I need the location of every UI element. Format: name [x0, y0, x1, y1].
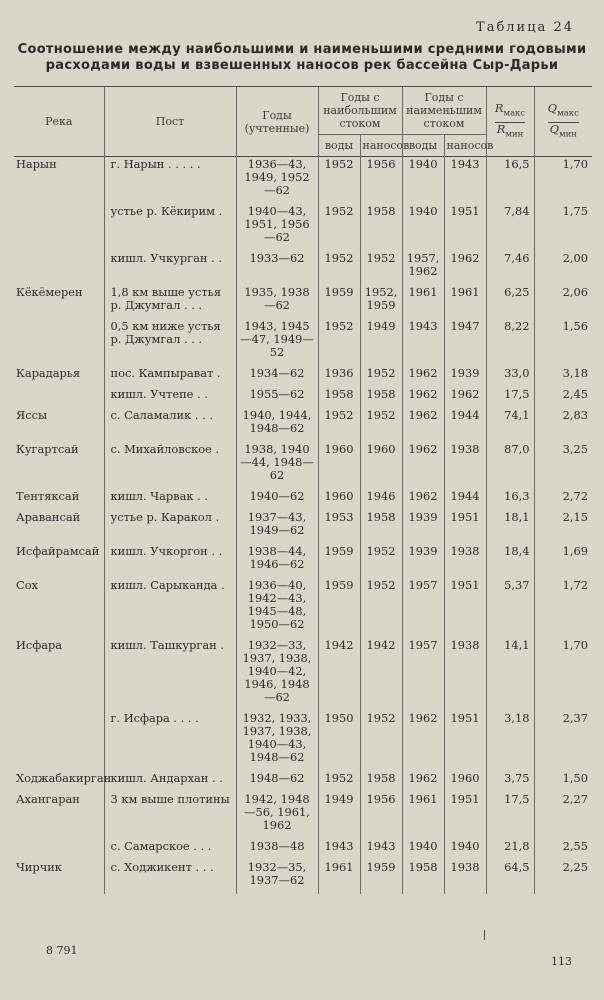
- cell-max-w: 1952: [318, 251, 360, 285]
- cell-min-w: 1962: [402, 442, 444, 489]
- cell-river: Ходжабакирган: [16, 771, 112, 785]
- cell-r: 18,4: [486, 544, 534, 578]
- cell-min-w: 1961: [402, 285, 444, 319]
- cell-min-s: 1951: [444, 510, 486, 544]
- cell-q: 2,25: [534, 860, 592, 894]
- cell-min-w: 1962: [402, 408, 444, 442]
- cell-max-w: 1952: [318, 319, 360, 366]
- cell-min-w: 1957: [402, 638, 444, 711]
- cell-max-s: 1952: [360, 251, 402, 285]
- cell-post: 1,8 км выше устья р. Джумгал . . .: [104, 285, 236, 319]
- cell-max-w: 1959: [318, 578, 360, 638]
- cell-min-s: 1947: [444, 319, 486, 366]
- cell-max-s: 1958: [360, 204, 402, 251]
- cell-max-w: 1949: [318, 792, 360, 839]
- cell-q: 1,56: [534, 319, 592, 366]
- cell-river: [14, 204, 104, 251]
- cell-r: 16,3: [486, 489, 534, 510]
- title-line-2: расходами воды и взвешенных наносов рек бассейна Сыр-Дарьи: [45, 58, 559, 73]
- cell-min-w: 1957, 1962: [402, 251, 444, 285]
- cell-river: Ахангаран: [16, 792, 80, 806]
- cell-min-w: 1962: [402, 771, 444, 792]
- table-row: [14, 204, 592, 251]
- cell-post: устье р. Каракол .: [104, 510, 236, 544]
- table-row: [14, 157, 592, 205]
- cell-q: 1,69: [534, 544, 592, 578]
- cell-post: кишл. Чарвак . .: [104, 489, 236, 510]
- cell-q: 1,70: [534, 638, 592, 711]
- cell-max-s: 1952: [360, 544, 402, 578]
- cell-r: 64,5: [486, 860, 534, 894]
- cell-min-s: 1943: [444, 157, 486, 205]
- cell-river: Карадарья: [16, 366, 81, 380]
- table-row: [14, 860, 592, 894]
- cell-post: кишл. Сарыканда .: [104, 578, 236, 638]
- cell-min-w: 1940: [402, 204, 444, 251]
- cell-q: 1,75: [534, 204, 592, 251]
- table-row: [14, 489, 592, 510]
- cell-min-s: 1962: [444, 251, 486, 285]
- cell-min-w: 1962: [402, 387, 444, 408]
- cell-years: 1937—43, 1949—62: [236, 510, 318, 544]
- cell-max-w: 1942: [318, 638, 360, 711]
- cell-min-w: 1939: [402, 544, 444, 578]
- cell-q: 2,83: [534, 408, 592, 442]
- cell-min-s: 1938: [444, 638, 486, 711]
- cell-min-s: 1938: [444, 860, 486, 894]
- margin-mark: [484, 930, 485, 940]
- cell-max-s: 1942: [360, 638, 402, 711]
- header-min-water: воды: [402, 135, 444, 157]
- cell-years: 1936—43, 1949, 1952—62: [236, 157, 318, 205]
- table-row: [14, 638, 592, 711]
- cell-post: с. Саламалик . . .: [104, 408, 236, 442]
- cell-r: 18,1: [486, 510, 534, 544]
- cell-max-s: 1960: [360, 442, 402, 489]
- cell-max-w: 1959: [318, 544, 360, 578]
- data-table: [14, 86, 592, 894]
- cell-min-w: 1962: [402, 489, 444, 510]
- cell-q: 2,15: [534, 510, 592, 544]
- table-row: [14, 285, 592, 319]
- cell-q: 2,45: [534, 387, 592, 408]
- cell-r: 74,1: [486, 408, 534, 442]
- cell-min-s: 1938: [444, 442, 486, 489]
- cell-min-s: 1960: [444, 771, 486, 792]
- table-row: [14, 408, 592, 442]
- cell-max-s: 1952: [360, 711, 402, 771]
- header-max-years: Годы с наибольшим стоком: [318, 87, 402, 135]
- cell-post: кишл. Ташкурган .: [104, 638, 236, 711]
- cell-q: 2,00: [534, 251, 592, 285]
- cell-years: 1942, 1948—56, 1961, 1962: [236, 792, 318, 839]
- header-max-water: воды: [318, 135, 360, 157]
- cell-post: г. Нарын . . . . .: [104, 157, 236, 205]
- cell-max-w: 1952: [318, 157, 360, 205]
- header-river: Река: [14, 87, 104, 157]
- cell-r: 21,8: [486, 839, 534, 860]
- cell-years: 1935, 1938—62: [236, 285, 318, 319]
- table-row: [14, 319, 592, 366]
- cell-q: 1,70: [534, 157, 592, 205]
- cell-post: 0,5 км ниже устья р. Джумгал . . .: [104, 319, 236, 366]
- table-row: [14, 544, 592, 578]
- title-line-1: Соотношение между наибольшими и наименьшими средними годовыми: [17, 42, 587, 57]
- cell-min-s: 1944: [444, 408, 486, 442]
- cell-q: 1,50: [534, 771, 592, 792]
- cell-max-s: 1943: [360, 839, 402, 860]
- cell-max-w: 1952: [318, 408, 360, 442]
- table-row: [14, 442, 592, 489]
- cell-years: 1943, 1945—47, 1949—52: [236, 319, 318, 366]
- cell-min-w: 1957: [402, 578, 444, 638]
- table-row: [14, 387, 592, 408]
- cell-max-s: 1956: [360, 792, 402, 839]
- cell-max-s: 1946: [360, 489, 402, 510]
- cell-r: 33,0: [486, 366, 534, 387]
- header-min-sediment: наносов: [444, 135, 486, 157]
- cell-r: 7,84: [486, 204, 534, 251]
- table-row: [14, 366, 592, 387]
- cell-r: 14,1: [486, 638, 534, 711]
- cell-min-w: 1961: [402, 792, 444, 839]
- cell-r: 6,25: [486, 285, 534, 319]
- header-max-sediment: наносов: [360, 135, 402, 157]
- table-number: Таблица 24: [476, 20, 574, 35]
- header-post: Пост: [104, 87, 236, 157]
- cell-max-s: 1949: [360, 319, 402, 366]
- cell-post: с. Михайловское .: [104, 442, 236, 489]
- header-min-years: Годы с наименьшим стоком: [402, 87, 486, 135]
- cell-max-w: 1961: [318, 860, 360, 894]
- cell-max-s: 1952: [360, 366, 402, 387]
- cell-river: Кугартсай: [16, 442, 79, 456]
- cell-r: 3,75: [486, 771, 534, 792]
- cell-r: 17,5: [486, 792, 534, 839]
- cell-river: Аравансай: [16, 510, 81, 524]
- table-row: [14, 771, 592, 792]
- cell-years: 1940—43, 1951, 1956—62: [236, 204, 318, 251]
- cell-max-w: 1958: [318, 387, 360, 408]
- cell-max-w: 1960: [318, 442, 360, 489]
- cell-post: г. Исфара . . . .: [104, 711, 236, 771]
- table-row: [14, 578, 592, 638]
- cell-years: 1933—62: [236, 251, 318, 285]
- printer-mark: 8 791: [46, 944, 78, 957]
- cell-min-s: 1951: [444, 711, 486, 771]
- header-q-ratio: $\frac{Q_{макс}}{Q_{мин}}$: [534, 87, 592, 157]
- cell-max-w: 1936: [318, 366, 360, 387]
- cell-q: 2,72: [534, 489, 592, 510]
- cell-years: 1955—62: [236, 387, 318, 408]
- cell-min-s: 1939: [444, 366, 486, 387]
- cell-post: кишл. Учкурган . .: [104, 251, 236, 285]
- table-body: [14, 157, 592, 895]
- cell-min-w: 1962: [402, 711, 444, 771]
- cell-years: 1932—35, 1937—62: [236, 860, 318, 894]
- page-number: 113: [551, 955, 572, 968]
- cell-max-s: 1959: [360, 860, 402, 894]
- cell-r: 5,37: [486, 578, 534, 638]
- cell-max-w: 1959: [318, 285, 360, 319]
- cell-river: Чирчик: [16, 860, 62, 874]
- cell-q: 3,18: [534, 366, 592, 387]
- cell-max-s: 1956: [360, 157, 402, 205]
- cell-years: 1940—62: [236, 489, 318, 510]
- cell-min-w: 1940: [402, 157, 444, 205]
- cell-r: 7,46: [486, 251, 534, 285]
- table-row: [14, 251, 592, 285]
- cell-min-s: 1962: [444, 387, 486, 408]
- cell-years: 1932—33, 1937, 1938, 1940—42, 1946, 1948—62: [236, 638, 318, 711]
- cell-max-s: 1952: [360, 578, 402, 638]
- cell-post: пос. Кампырават .: [104, 366, 236, 387]
- cell-q: 1,72: [534, 578, 592, 638]
- cell-years: 1948—62: [236, 771, 318, 792]
- cell-min-w: 1939: [402, 510, 444, 544]
- cell-post: кишл. Учкоргон . .: [104, 544, 236, 578]
- cell-max-s: 1958: [360, 510, 402, 544]
- cell-min-s: 1940: [444, 839, 486, 860]
- table-row: [14, 792, 592, 839]
- cell-river: [14, 251, 104, 285]
- table-row: [14, 839, 592, 860]
- cell-max-w: 1950: [318, 711, 360, 771]
- cell-river: Нарын: [16, 157, 57, 171]
- cell-r: 3,18: [486, 711, 534, 771]
- cell-min-w: 1940: [402, 839, 444, 860]
- cell-q: 2,55: [534, 839, 592, 860]
- cell-years: 1938, 1940—44, 1948—62: [236, 442, 318, 489]
- cell-river: [14, 387, 104, 408]
- cell-years: 1938—44, 1946—62: [236, 544, 318, 578]
- cell-r: 8,22: [486, 319, 534, 366]
- cell-r: 17,5: [486, 387, 534, 408]
- cell-r: 16,5: [486, 157, 534, 205]
- header-r-ratio: $\frac{R_{макс}}{R_{мин}}$: [486, 87, 534, 157]
- cell-river: [14, 319, 104, 366]
- cell-min-s: 1951: [444, 578, 486, 638]
- cell-post: кишл. Учтепе . .: [104, 387, 236, 408]
- cell-min-w: 1962: [402, 366, 444, 387]
- cell-min-s: 1951: [444, 792, 486, 839]
- cell-max-s: 1958: [360, 387, 402, 408]
- cell-max-w: 1952: [318, 771, 360, 792]
- cell-min-w: 1943: [402, 319, 444, 366]
- cell-q: 3,25: [534, 442, 592, 489]
- cell-post: с. Самарское . . .: [104, 839, 236, 860]
- cell-max-s: 1958: [360, 771, 402, 792]
- cell-post: устье р. Кёкирим .: [104, 204, 236, 251]
- cell-years: 1940, 1944, 1948—62: [236, 408, 318, 442]
- cell-min-s: 1961: [444, 285, 486, 319]
- cell-min-s: 1938: [444, 544, 486, 578]
- table-row: [14, 711, 592, 771]
- cell-max-w: 1943: [318, 839, 360, 860]
- cell-min-s: 1951: [444, 204, 486, 251]
- cell-river: Исфара: [16, 638, 63, 652]
- cell-post: кишл. Андархан . .: [104, 771, 236, 792]
- cell-river: [14, 711, 104, 771]
- cell-max-s: 1952: [360, 408, 402, 442]
- cell-max-w: 1953: [318, 510, 360, 544]
- header-years: Годы (учтенные): [236, 87, 318, 157]
- cell-post: с. Ходжикент . . .: [104, 860, 236, 894]
- cell-min-w: 1958: [402, 860, 444, 894]
- cell-max-w: 1960: [318, 489, 360, 510]
- cell-river: Тентяксай: [16, 489, 80, 503]
- cell-river: Кёкёмерен: [16, 285, 83, 299]
- cell-q: 2,06: [534, 285, 592, 319]
- cell-river: Яссы: [16, 408, 48, 422]
- cell-post: 3 км выше плотины: [104, 792, 236, 839]
- cell-q: 2,27: [534, 792, 592, 839]
- cell-years: 1932, 1933, 1937, 1938, 1940—43, 1948—62: [236, 711, 318, 771]
- cell-q: 2,37: [534, 711, 592, 771]
- cell-r: 87,0: [486, 442, 534, 489]
- cell-river: Исфайрамсай: [16, 544, 100, 558]
- table-title: [0, 42, 604, 74]
- cell-years: 1938—48: [236, 839, 318, 860]
- cell-max-w: 1952: [318, 204, 360, 251]
- cell-years: 1934—62: [236, 366, 318, 387]
- cell-max-s: 1952, 1959: [360, 285, 402, 319]
- cell-river: [14, 839, 104, 860]
- table-row: [14, 510, 592, 544]
- cell-min-s: 1944: [444, 489, 486, 510]
- cell-years: 1936—40, 1942—43, 1945—48, 1950—62: [236, 578, 318, 638]
- cell-river: Сох: [16, 578, 38, 592]
